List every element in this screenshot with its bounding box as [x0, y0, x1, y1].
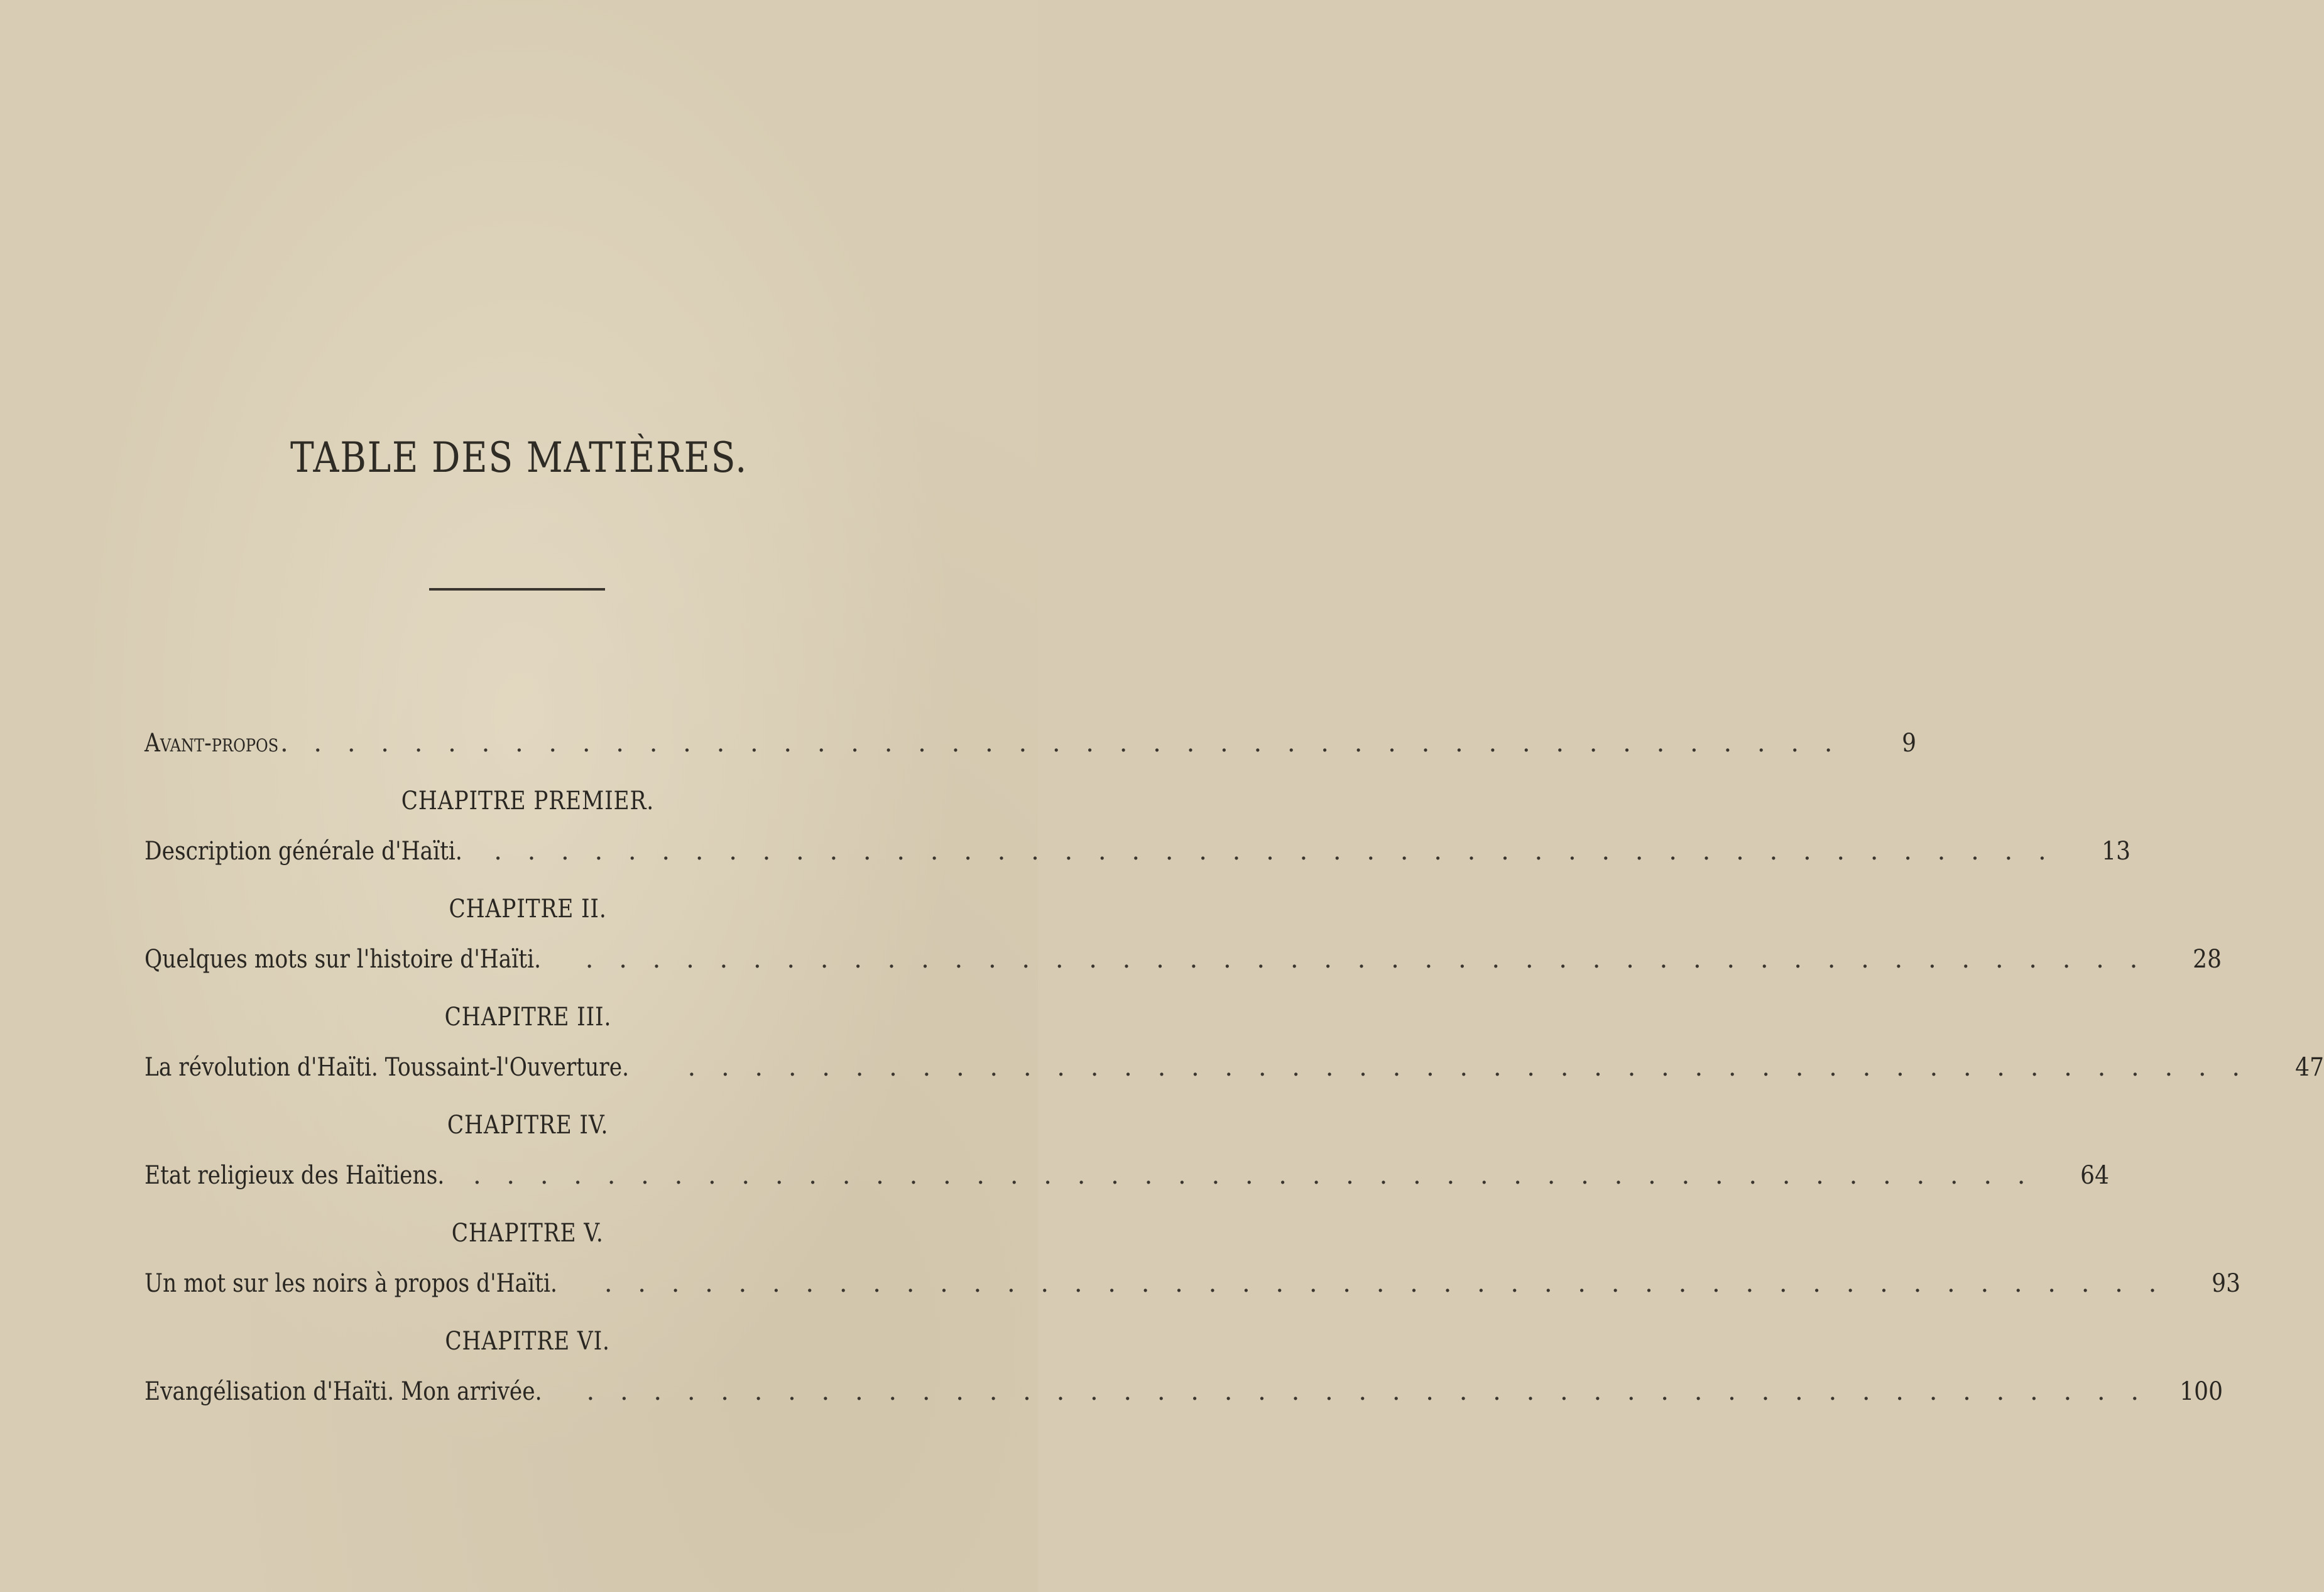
entry-page-number: 28	[2193, 945, 2222, 974]
toc-entry	[145, 1053, 2324, 1089]
entry-label: Description générale d'Haïti.	[145, 837, 462, 866]
dot-leader: . . . . . . . . . . . . . . . . . . . . . . . . . . . . . . . . . . . . . . . . . . . . . . .	[687, 1053, 2249, 1082]
chapter-heading	[145, 873, 911, 945]
entry-page-number: 100	[2179, 1377, 2223, 1406]
entry-label: Etat religieux des Haïtiens.	[145, 1161, 445, 1190]
entry-page-number: 9	[1902, 729, 1917, 758]
entry-page-number: 93	[2212, 1269, 2241, 1298]
dot-leader: . . . . . . . . . . . . . . . . . . . . . . . . . . . . . . . . . . . . . . . . . . . . . . .	[585, 945, 2147, 974]
entry-label: Evangélisation d'Haïti. Mon arrivée.	[145, 1377, 542, 1406]
title-rule	[429, 588, 605, 591]
entry-label: Quelques mots sur l'histoire d'Haïti.	[145, 945, 542, 974]
chapter-heading-text: CHAPITRE VI.	[445, 1327, 611, 1356]
toc-entry	[145, 837, 2130, 873]
entry-page-number: 47	[2295, 1053, 2324, 1082]
chapter-heading	[145, 1306, 911, 1377]
toc-entry-avant-propos	[145, 729, 1917, 765]
chapter-heading	[145, 765, 911, 837]
chapter-heading-text: CHAPITRE PREMIER.	[401, 787, 655, 815]
table-of-contents	[145, 729, 2324, 1414]
toc-entry	[145, 1377, 2223, 1414]
entry-page-number: 64	[2080, 1161, 2110, 1190]
page-title: TABLE DES MATIÈRES.	[290, 433, 748, 482]
entry-label: Avant-propos	[145, 729, 279, 758]
chapter-heading	[145, 1089, 911, 1161]
chapter-heading-text: CHAPITRE II.	[449, 895, 607, 924]
toc-entry	[145, 1161, 2110, 1197]
toc-entry	[145, 945, 2222, 981]
toc-entry	[145, 1269, 2241, 1306]
entry-page-number: 13	[2101, 837, 2130, 866]
entry-label: La révolution d'Haïti. Toussaint-l'Ouverture.	[145, 1053, 630, 1082]
dot-leader: . . . . . . . . . . . . . . . . . . . . . . . . . . . . . . . . . . . . . . . . . . . . . . .	[280, 729, 1841, 758]
dot-leader: . . . . . . . . . . . . . . . . . . . . . . . . . . . . . . . . . . . . . . . . . . . . . . .	[494, 837, 2055, 866]
dot-leader: . . . . . . . . . . . . . . . . . . . . . . . . . . . . . . . . . . . . . . . . . . . . . . .	[472, 1161, 2034, 1190]
chapter-heading-text: CHAPITRE III.	[444, 1003, 611, 1032]
chapter-heading	[145, 1197, 911, 1269]
chapter-heading-text: CHAPITRE IV.	[447, 1111, 609, 1140]
chapter-heading	[145, 981, 911, 1053]
chapter-heading-text: CHAPITRE V.	[451, 1219, 604, 1248]
dot-leader: . . . . . . . . . . . . . . . . . . . . . . . . . . . . . . . . . . . . . . . . . . . . . . .	[604, 1269, 2166, 1298]
entry-label: Un mot sur les noirs à propos d'Haïti.	[145, 1269, 557, 1298]
dot-leader: . . . . . . . . . . . . . . . . . . . . . . . . . . . . . . . . . . . . . . . . . . . . . . .	[586, 1377, 2148, 1406]
